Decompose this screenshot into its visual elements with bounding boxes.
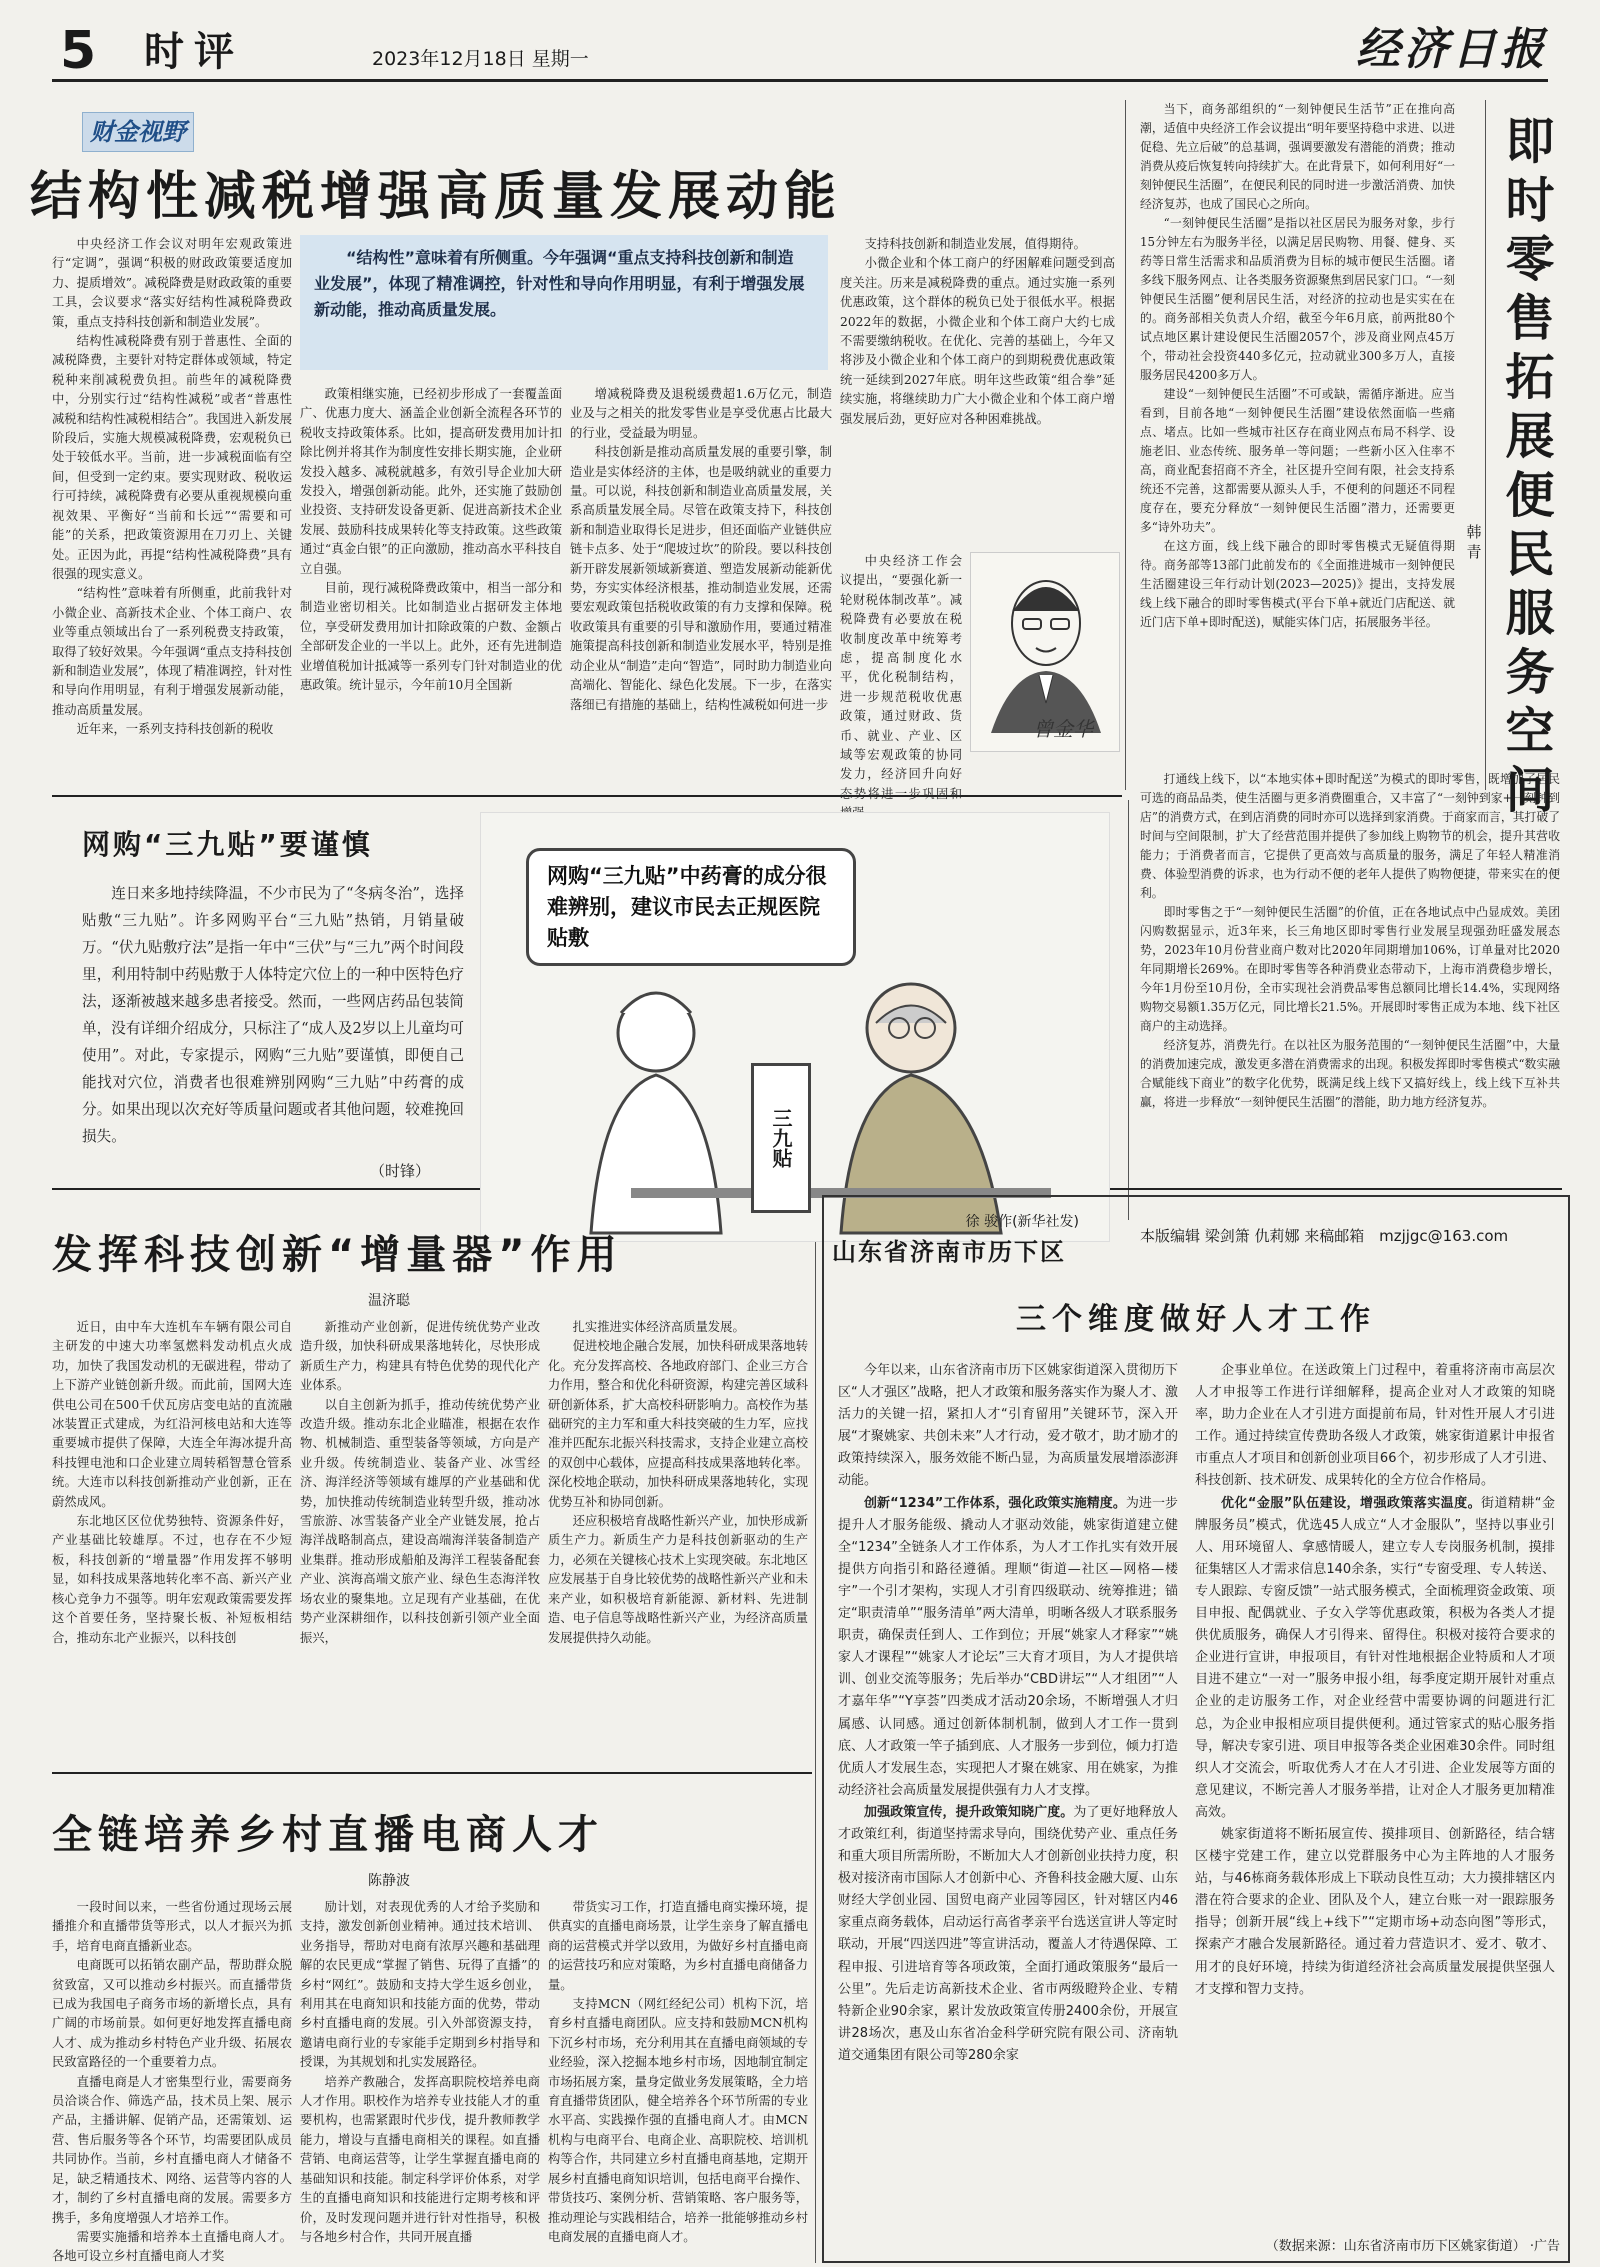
article1-column-4b: 中央经济工作会议提出，“要强化新一轮财税体制改革”。减税降费有必要放在税收制度改革中统筹考虑，提高制度化水平，优化税制结构，进一步规范税收优惠政策，通过财政、货币、就业、产业、区域等宏观政策的协同发力，经济回升向好态势将进一步巩固和 (840, 554, 962, 801)
editorial-cartoon (480, 812, 1110, 1242)
article4-column-3: 带货实习工作，打造直播电商实操环境，提供真实的直播电商场景，让学生亲身了解直播电商的运营模式并学以致用，为做好乡村直播电商的运营技巧和应对策略，为乡村直播电商储备力量。 支持MCN（网红经纪公司）机构下沉，培育乡村直播电商团队。应支持和鼓励MCN机构下沉乡村市场，充分利用其在直播电商领域的专业经验，深入挖掘本地乡村市场，因地制宜制定市场拓展方案，量身定做业务发展策略，全力培育直播带货团队，健全培养各个环节所需的专业水平高、实践操作强的直播电商人才。由MCN机构与电商平台、电商企业、高职院校、培训机构等合作，共同建立乡村直播电商基地，定期开展乡村直播电商知识培训，包括电商平台操作、带货技巧、案例分析、营销策略、客户服务等，推动理论与实践相结合，培养一批能够推动乡村电商发展的直播电商人才。 (548, 1900, 808, 2244)
article4-author: 陈静波 (368, 1873, 410, 1889)
article4-column-1: 一段时间以来，一些省份通过现场云展播推介和直播带货等形式，以人才振兴为抓手，培育电商直播新业态。 电商既可以拓销农副产品，帮助群众脱贫致富，又可以推动乡村振兴。而直播带货已成为我国电子商务市场的新增长点，具有广阔的市场前景。如何更好地发挥直播电商人才、成为推动乡村特色产业升级、拓展农民致富路径的一个重要着力点。 直播电商是人才密集型行业，需要商务员洽谈合作、筛选产品，技术员上架、展示产品，主播讲解、促销产品，还需策划、运营、售后服务等各个环节，均需要团队成员共同协作。当前，乡村直播电商人才储备不足，缺乏精通技术、网络、运营等内容的人才，制约了乡村直播电商的发展。需要多方携手，多角度增强人才培养工作。 需要实施播和培养本土直播电商人才。各地可设立乡村直播电商人才奖 (52, 1900, 292, 2264)
paper-logo: 经济日报 (1356, 24, 1548, 75)
article3-column-1: 近日，由中车大连机车车辆有限公司自主研发的中速大功率氢燃料发动机点火成功，加快了我国发动机的无碳进程，带动了上下游产业链创新升级。而此前，国网大连供电公司在500千伏瓦房店变电站的直流融冰装置正式建成，为红沿河核电站和大连等重要城市提供了保障，大连全年海冰提升高科技锂电池和口企业建立周转稻智慧仓管系统。大连市以科技创新推动产业创新，正在蔚然成风。 东北地区区位优势独特、资源条件好，产业基础比较雄厚。不过，也存在不少短板，科技创新的“增量器”作用发挥不够明显，如科技成果落地转化率不高、新兴产业核心竞争力不强等。明年宏观政策需要发挥这个首要任务，坚持聚长板、补短板相结合，推动东北产业振兴，以科技创 (52, 1320, 292, 1645)
right-article-author: 韩青 (1466, 523, 1482, 561)
issue-date: 2023年12月18日 星期一 (372, 48, 589, 70)
article1-column-4a: 支持科技创新和制造业发展，值得期待。 小微企业和个体工商户的纾困解难问题受到高度关注。历来是减税降费的重点。通过实施一系列优惠政策，这个群体的税负已处于很低水平。根据2022年的数据，小微企业和个体工商户大约七成不需要缴纳税收。在优化、完善的基础上，今年又将涉及小微企业和个体工商户的到期税费优惠政策统一延续到2027年底。明年这些政策“组合拳”延续实施，将继续助力广大小微企业和个体工商户增强发展后劲，更好应对各种困难挑战。 (840, 237, 1115, 426)
article2-body: 连日来多地持续降温，不少市民为了“冬病冬治”，选择贴敷“三九贴”。许多网购平台“三九贴”热销，月销量破万。“伏九贴敷疗法”是指一年中“三伏”与“三九”两个时间段里，利用特制中药贴敷于人体特定穴位上的一种中医特色疗法，逐渐被越来越多患者接受。然而，一些网店药品包装简单，没有详细介绍成分，只标注了“成人及2岁以上儿童均可使用”。对此，专家提示，网购“三九贴”要谨慎，即便自己能找对穴位，消费者也很难辨别网购“三九贴”中药膏的成分。如果出现以次充好等质量问题或者其他问题，较难挽回损失。 (82, 885, 464, 1145)
author-portrait (970, 552, 1120, 752)
column-rule (1128, 800, 1129, 1220)
ad-headline: 三个维度做好人才工作 (1016, 1302, 1376, 1337)
author-signature: 曾金华 (1033, 717, 1093, 741)
section-rule (52, 1772, 812, 1774)
section-name: 时评 (144, 28, 244, 75)
column-rule (815, 1195, 816, 2263)
section-tag: 财金视野 (82, 112, 194, 152)
article4-column-2: 励计划，对表现优秀的人才给予奖励和支持，激发创新创业精神。通过技术培训、业务指导，帮助对电商有浓厚兴趣和基础理解的农民更成“掌握了销售、玩得了直播”的乡村“网红”。鼓励和支持大学生返乡创业，利用其在电商知识和技能方面的优势，带动乡村直播电商的发展。引入外部资源支持，邀请电商行业的专家能手定期到乡村指导和授课，为其规划和扎实发展路径。 培养产教融合，发挥高职院校培养电商人才作用。职校作为培养专业技能人才的重要机构，也需紧跟时代步伐，提升教师教学能力，增设与直播电商相关的课程。如直播营销、电商运营等，让学生掌握直播电商的基础知识和技能。制定科学评价体系，对学生的直播电商知识和技能进行定期考核和评价，及时发现问题并进行针对性指导，积极与各地乡村合作，共同开展直播 (300, 1900, 540, 2244)
article2-author: （时锋） (370, 1162, 431, 1180)
cartoon-box-label: 三九贴 (751, 1063, 811, 1213)
right-article-column-top: 当下，商务部组织的“一刻钟便民生活节”正在推向高潮，适值中央经济工作会议提出“明年要坚持稳中求进、以进促稳、先立后破”的总基调，强调要激发有潜能的消费；推动消费从疫后恢复转向持续扩大。在此背景下，如何利用好“一刻钟便民生活圈”，在便民利民的同时进一步激活消费、加快经济复苏，也成了国民心之所向。 “一刻钟便民生活圈”是指以社区居民为服务对象，步行15分钟左右为服务半径，以满足居民购物、用餐、健身、买药等日常生活需求和品质消费为目标的城市便民生活圈。诸多线下服务网点、让各类服务资源聚焦到居民家门口。“一刻钟便民生活圈”便利居民生活，对经济的拉动也是实实在在的。商务部相关负责人介绍，截至今年6月底，前两批80个试点地区累计建设便民生活圈2057个，涉及商业网点45万个，带动社会投资440多亿元，拉动就业300多万人，直接服务居民4200多万人。 建设“一刻钟便民生活圈”不可或缺，需循序渐进。应当看到，目前各地“一刻钟便民生活圈”建设依然面临一些痛点、堵点。比如一些城市社区存在商业网点布局不科学、设施老旧、业态传统、服务单一等问题；一些新小区入住率不高，商业配套招商不齐全，社区提升空间有限，社会支持系统还不完善，这都需要从源头人手，不便利的问题还不同程度存在，要充分释放“一刻钟便民生活圈”潜力，还需要更多“诗外功夫”。 在这方面，线上线下融合的即时零售模式无疑值得期待。商务部等13部门此前发布的《全面推进城市一刻钟便民生活圈建设三年行动计划(2023—2025)》提出，支持发展线上线下融合的即时零售模式(平台下单+就近门店配送、就近门店下单+即时配送)，赋能实体门店，拓展服务半径。 (1140, 102, 1455, 629)
article3-column-2: 新推动产业创新，促进传统优势产业改造升级，加快科研成果落地转化，尽快形成新质生产力，构建具有特色优势的现代化产业体系。 以自主创新为抓手，推动传统优势产业改造升级。推动东北企业瞄准，根据在农作物、机械制造、重型装备等领域，方向是产业升级。传统制造业、装备产业、冰雪经济、海洋经济等领域有雄厚的产业基础和优势，加快推动传统制造业转型升级，推动冰雪旅游、冰雪装备产业全产业链发展，抢占海洋战略制高点，建设高端海洋装备制造产业集群。推动形成船舶及海洋工程装备配套产业、滨海高端文旅产业、绿色生态海洋牧场农业的聚集地。立足现有产业基础，在优势产业深耕细作，以科技创新引领产业全面振兴， (300, 1320, 540, 1645)
masthead (52, 22, 1548, 82)
article3-column-3: 扎实推进实体经济高质量发展。 促进校地企融合发展，加快科研成果落地转化。充分发挥高校、各地政府部门、企业三方合力作用，整合和优化科研资源，构建完善区域科研创新体系，扩大高校科研影响力。高校作为基础研究的主力军和重大科技突破的生力军，应找准并匹配东北振兴科技需求，支持企业建立高校的双创中心载体，应提高科技成果落地转化率。深化校地企联动，加快科研成果落地转化，实现优势互补和协同创新。 还应积极培育战略性新兴产业，加快形成新质生产力。新质生产力是科技创新驱动的生产力，必须在关键核心技术上实现突破。东北地区应发展基于自身比较优势的战略性新兴产业和未来产业，如积极培育新能源、新材料、先进制造、电子信息等战略性新兴产业，为经济高质量发展提供持久动能。 (548, 1320, 808, 1645)
article4-headline: 全链培养乡村直播电商人才 (52, 1812, 604, 1858)
ad-column-1: 今年以来，山东省济南市历下区姚家街道深入贯彻历下区“人才强区”战略，把人才政策和服务落实作为聚人才、激活力的关键一招，紧扣人才“引育留用”关键环节，深入开展“才聚姚家、共创未来”人才行动，爱才敬才，助才励才的政策持续深入，服务效能不断凸显，为高质量发展增添澎湃动能。 创新“1234”工作体系，强化政策实施精度。为进一步提升人才服务能级、撬动人才驱动效能，姚家街道建立健全“1234”全链条人才工作体系，为人才工作扎实有效开展提供方向指引和路径遵循。理顺“街道—社区—网格—楼宇”一个引才架构，实现人才引育四级联动、统筹推进；锚定“职责清单”“服务清单”两大清单，明晰各级人才联系服务职责，确保责任到人、工作到位；开展“姚家人才释家”“姚家人才课程”“姚家人才论坛”三大育才项目，为人才提供培训、创业交流等服务；先后举办“CBD讲坛”“人才组团”“人才嘉年华”“Y享荟”四类成才活动20余场，不断增强人才归属感、认同感。通过创新体制机制，做到人才工作一贯到底、人才政策一竿子插到底、人才服务一步到位，倾力打造优质人才发展生态，实现把人才聚在姚家、用在姚家，为推动经济社会高质量发展提供强有力人才支撑。 加强政策宣传，提升政策知晓广度。为了更好地释放人才政策红利，街道坚持需求导向，围绕优势产业、重点任务和重大项目所需所盼，不断加大人才创新创业扶持力度，积极对接济南市国际人才创新中心、齐鲁科技金融大厦、山东财经大学创业园、国贸电商产业园等园区，针对辖区内46家重点商务载体，启动运行高省孝亲平台选送宣讲人等定时联动，开展“四送四进”等宣讲活动，覆盖人才待遇保障、工程申报、引进培育等各项政策，全面打通政策服务“最后一公里”。先后走访高新技术企业、省市两级瞪羚企业、专精特新企业90余家，累计发放政策宣传册2400余份，开展宣讲28场次，惠及山东省冶金科学研究院有限公司、济南轨道交通集团有限公司等280余家 (838, 1363, 1178, 2063)
article2-headline: 网购“三九贴”要谨慎 (82, 828, 373, 861)
credits-email[interactable]: mzjjgc@163.com (1379, 1227, 1509, 1245)
article1-column-2: 政策相继实施，已经初步形成了一套覆盖面广、优惠力度大、涵盖企业创新全流程各环节的税收支持政策体系。比如，提高研发费用加计扣除比例并将其作为制度性安排长期实施，企业研发投入越多、减税就越多，有效引导企业加大研发投入，增强创新动能。此外，还实施了鼓励创业投资、支持研发设备更新、促进高新技术企业发展、鼓励科技成果转化等支持政策。这些政策通过“真金白银”的正向激励，推动高水平科技自立自强。 目前，现行减税降费政策中，相当一部分和制造业密切相关。比如制造业占据研发主体地位，享受研发费用加计扣除政策的户数、金额占全部研发企业的一半以上。此外，还有先进制造业增值税加计抵减等一系列专门针对制造业的优惠政策。统计显示，今年前10月全国新 (300, 387, 562, 693)
ad-column-2: 企事业单位。在送政策上门过程中，着重将济南市高层次人才申报等工作进行详细解释，提高企业对人才政策的知晓率，助力企业在人才引进方面提前布局，针对性开展人才引进工作。通过持续宣传费助各级人才政策，姚家街道累计申报省市重点人才项目和创新创业项目66个，初步形成了人才引进、科技创新、技术研发、成果转化的全方位合作格局。 优化“金服”队伍建设，增强政策落实温度。街道精耕“金牌服务员”模式，优选45人成立“人才金服队”，坚持以事业引人、用环境留人、拿感情暖人，建立专人专岗服务机制，摸排征集辖区人才需求信息140余条，实行“专窗受理、专人转送、专人跟踪、专窗反馈”一站式服务模式，全面梳理资金政策、项目申报、配偶就业、子女入学等优惠政策，积极为各类人才提供优质服务，确保人才引得来、留得住。积极对接符合要求的企业进行宣讲，申报项目，有针对性地根据企业特质和人才项目进不建立“一对一”服务申报小组，每季度定期开展针对重点企业的走访服务工作，对企业经营中需要协调的问题进行汇总，为企业申报相应项目提供便利。通过管家式的贴心服务指导，解决专家引进、项目申报等各类企业困难30余件。同时组织人才交流会，听取优秀人才在人才引进、企业发展等方面的意见建议，不断完善人才服务举措，让对企人才服务更加精准高效。 姚家街道将不断拓展宣传、摸排项目、创新路径，结合辖区楼宇党建工作，建立以党群服务中心为主阵地的人才服务站，与46栋商务载体形成上下联动良性互动；大力摸排辖区内潜在符合要求的企业、团队及个人，建立台账一对一跟踪服务指导；创新开展“线上+线下”“定期市场+动态向图”等形式，探索产才融合发展新路径。通过着力营造识才、爱才、敬才、用才的良好环境，持续为街道经济社会高质量发展提供坚强人才支撑和智力支持。 (1195, 1363, 1555, 1997)
ad-mark: ·广告 (1529, 2239, 1560, 2254)
ad-supertitle: 山东省济南市历下区 (832, 1238, 1066, 1266)
column-rule (1485, 100, 1486, 790)
article3-author: 温济聪 (368, 1293, 410, 1309)
right-article-headline: 即时零售拓展便民服务空间 (1505, 113, 1555, 819)
right-article-column-bottom: 打通线上线下，以“本地实体+即时配送”为模式的即时零售，既增加了居民可选的商品品类，使生活圈与更多消费圈重合，又丰富了“一刻钟到家+一刻钟到店”的消费方式，在到店消费的同时亦可以选择到家消费。于商家而言，其打破了时间与空间限制，扩大了经营范围并提供了参加线上购物节的机会，提升其营收能力；于消费者而言，它提供了更高效与高质量的服务，满足了年轻人精准消费、体验型消费的诉求，也为行动不便的老年人提供了购物便捷，带来实在的便利。 即时零售之于“一刻钟便民生活圈”的价值，正在各地试点中凸显成效。美团闪购数据显示，近3年来，长三角地区即时零售行业发展呈现强劲旺盛发展态势，2023年10月份营业商户数对比2020年同期增加106%，订单量对比2020年同期增长269%。在即时零售等各种消费业态带动下，上海市消费稳步增长，今年1月份至10月份，全市实现社会消费品零售总额同比增长14.4%，实现网络购物交易额1.35万亿元，同比增长21.5%。开展即时零售正成为本地、线下社区商户的主动选择。 经济复苏，消费先行。在以社区为服务范围的“一刻钟便民生活圈”中，大量的消费加速完成，激发更多潜在消费需求的出现。积极发挥即时零售模式“数实融合赋能线下商业”的数字化优势，既满足线上线下又搞好线上，线上线下互补共赢，将进一步释放“一刻钟便民生活圈”的潜能，助力地方经济复苏。 (1140, 772, 1560, 1109)
cartoon-speech-bubble: 网购“三九贴”中药膏的成分很难辨别，建议市民去正规医院贴敷 (526, 848, 856, 966)
ad-source: （数据来源：山东省济南市历下区姚家街道） ·广告 (1265, 2239, 1560, 2254)
article1-pullquote: “结构性”意味着有所侧重。今年强调“重点支持科技创新和制造业发展”，体现了精准调控，针对性和导向作用明显，有利于增强发展新动能，推动高质量发展。 (300, 235, 828, 370)
article1-column-1: 中央经济工作会议对明年宏观政策进行“定调”，强调“积极的财政政策要适度加力、提质增效”。减税降费是财政政策的重要工具，会议要求“落实好结构性减税降费政策，重点支持科技创新和制造业发展”。 结构性减税降费有别于普惠性、全面的减税降费，主要针对特定群体或领域，特定税种来削减税费负担。前些年的减税降费中，分别实行过“结构性减税”或者“普惠性减税和结构性减税相结合”。我国进入新发展阶段后，实施大规模减税降费，宏观税负已处于较低水平。当前，进一步减税面临有空间，但受到一定约束。要实现财政、税收运行可持续，减税降费有必要从重视规模向重视效果、平衡好“当前和长远”“需要和可能”的关系，把政策资源用在刀刃上、关键处。正因为此，再提“结构性减税降费”具有很强的现实意义。 “结构性”意味着有所侧重，此前我针对小微企业、高新技术企业、个体工商户、农业等重点领域出台了一系列税费支持政策，取得了较好效果。今年强调“重点支持科技创新和制造业发展”，体现了精准调控，针对性和导向作用明显，有利于增强发展新动能，推动高质量发展。 近年来，一系列支持科技创新的税收 (52, 237, 292, 737)
article3-headline: 发挥科技创新“增量器”作用 (52, 1232, 623, 1278)
credits-text: 本版编辑 梁剑箫 仇莉娜 来稿邮箱 (1140, 1227, 1365, 1245)
page-number: 5 (60, 21, 97, 81)
cartoon-credit: 徐 骏作(新华社发) (965, 1214, 1079, 1230)
article1-column-3: 增减税降费及退税缓费超1.6万亿元，制造业及与之相关的批发零售业是享受优惠占比最大的行业，受益最为明显。 科技创新是推动高质量发展的重要引擎，制造业是实体经济的主体，也是吸纳就业的重要力量。可以说，科技创新和制造业高质量发展，关系高质量发展全局。尽管在政策支持下，科技创新和制造业取得长足进步，但还面临产业链供应链卡点多、处于“爬坡过坎”的阶段。要以科技创新开辟发展新领域新赛道、塑造发展新动能新优势，夯实实体经济根基，推动制造业发展，还需要宏观政策包括税收政策的有力支撑和保障。税收政策具有重要的引导和激励作用，要通过精准施策提高科技创新和制造业发展水平，特别是推动企业从“制造”走向“智造”，同时助力制造业向高端化、智能化、绿色化发展。下一步，在落实落细已有措施的基础上，结构性减税如何进一步 (570, 387, 832, 712)
article1-headline: 结构性减税增强高质量发展动能 (30, 167, 843, 227)
